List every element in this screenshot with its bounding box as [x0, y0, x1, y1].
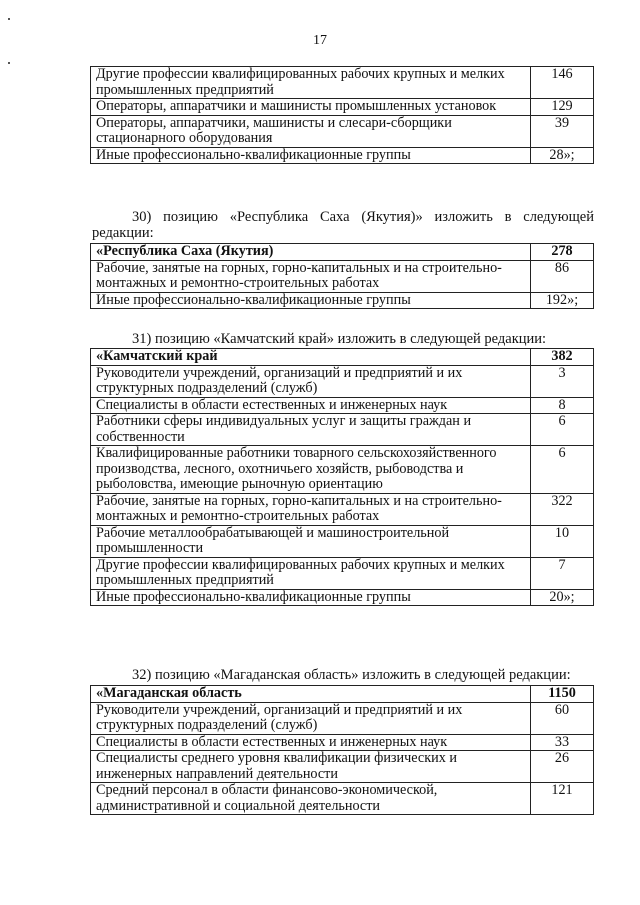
paragraph-32: 32) позицию «Магаданская область» изложить в следующей редакции:	[132, 667, 571, 683]
row-value: 192»;	[531, 292, 594, 309]
region-name: «Камчатский край	[91, 349, 531, 366]
table-row	[91, 115, 594, 147]
table-row	[91, 147, 594, 164]
region-name: «Республика Саха (Якутия)	[91, 244, 531, 261]
region-name: «Магаданская область	[91, 686, 531, 703]
table-row	[91, 365, 594, 397]
row-value: 121	[531, 783, 594, 815]
row-label: Иные профессионально-квалификационные группы	[91, 589, 531, 606]
table-header-row	[91, 349, 594, 366]
table-row	[91, 751, 594, 783]
row-label: Рабочие металлообрабатывающей и машиностроительной промышленности	[91, 525, 531, 557]
row-label: Руководители учреждений, организаций и предприятий и их структурных подразделений (служб)	[91, 702, 531, 734]
table-row	[91, 702, 594, 734]
row-label: Руководители учреждений, организаций и предприятий и их структурных подразделений (служб)	[91, 365, 531, 397]
table-row	[91, 557, 594, 589]
row-value: 8	[531, 397, 594, 414]
scan-mark	[8, 18, 10, 20]
table-row	[91, 446, 594, 494]
row-value: 3	[531, 365, 594, 397]
table-row	[91, 525, 594, 557]
paragraph-31: 31) позицию «Камчатский край» изложить в следующей редакции:	[132, 331, 547, 347]
row-label: Специалисты в области естественных и инженерных наук	[91, 734, 531, 751]
row-value: 322	[531, 493, 594, 525]
table-row	[91, 292, 594, 309]
region-total: 278	[531, 244, 594, 261]
row-label: Специалисты среднего уровня квалификации физических и инженерных направлений деятельности	[91, 751, 531, 783]
table-row	[91, 493, 594, 525]
row-value: 33	[531, 734, 594, 751]
row-label: Средний персонал в области финансово-экономической, административной и социальной деятельности	[91, 783, 531, 815]
row-value: 146	[531, 67, 594, 99]
table-row	[91, 67, 594, 99]
row-label: Другие профессии квалифицированных рабочих крупных и мелких промышленных предприятий	[91, 557, 531, 589]
row-label: Специалисты в области естественных и инженерных наук	[91, 397, 531, 414]
table-header-row	[91, 244, 594, 261]
table-row	[91, 397, 594, 414]
row-label: Операторы, аппаратчики, машинисты и слесари-сборщики стационарного оборудования	[91, 115, 531, 147]
table-row	[91, 99, 594, 116]
row-value: 86	[531, 260, 594, 292]
row-label: Рабочие, занятые на горных, горно-капитальных и на строительно-монтажных и ремонтно-строительных работах	[91, 493, 531, 525]
table-row	[91, 260, 594, 292]
region-total: 382	[531, 349, 594, 366]
table-row	[91, 414, 594, 446]
row-label: Работники сферы индивидуальных услуг и защиты граждан и собственности	[91, 414, 531, 446]
page-number: 17	[313, 33, 327, 48]
row-value: 20»;	[531, 589, 594, 606]
row-value: 6	[531, 446, 594, 494]
row-value: 60	[531, 702, 594, 734]
row-label: Рабочие, занятые на горных, горно-капитальных и на строительно-монтажных и ремонтно-строительных работах	[91, 260, 531, 292]
row-value: 10	[531, 525, 594, 557]
row-value: 6	[531, 414, 594, 446]
scan-mark	[8, 62, 10, 64]
table-header-row	[91, 686, 594, 703]
table-row	[91, 783, 594, 815]
row-value: 26	[531, 751, 594, 783]
table-kamchatka	[90, 348, 594, 606]
row-label: Квалифицированные работники товарного сельскохозяйственного производства, лесного, охотничьего хозяйств, рыбоводства и рыболовства, имеющие рыночную ориентацию	[91, 446, 531, 494]
row-value: 7	[531, 557, 594, 589]
row-value: 39	[531, 115, 594, 147]
table-magadan	[90, 685, 594, 815]
table-sakha	[90, 243, 594, 309]
table-row	[91, 734, 594, 751]
row-label: Операторы, аппаратчики и машинисты промышленных установок	[91, 99, 531, 116]
row-label: Другие профессии квалифицированных рабочих крупных и мелких промышленных предприятий	[91, 67, 531, 99]
table-row	[91, 589, 594, 606]
region-total: 1150	[531, 686, 594, 703]
row-value: 28»;	[531, 147, 594, 164]
row-label: Иные профессионально-квалификационные группы	[91, 292, 531, 309]
table-continuation	[90, 66, 594, 164]
row-label: Иные профессионально-квалификационные группы	[91, 147, 531, 164]
row-value: 129	[531, 99, 594, 116]
paragraph-30: 30) позицию «Республика Саха (Якутия)» изложить в следующей редакции:	[92, 209, 594, 241]
